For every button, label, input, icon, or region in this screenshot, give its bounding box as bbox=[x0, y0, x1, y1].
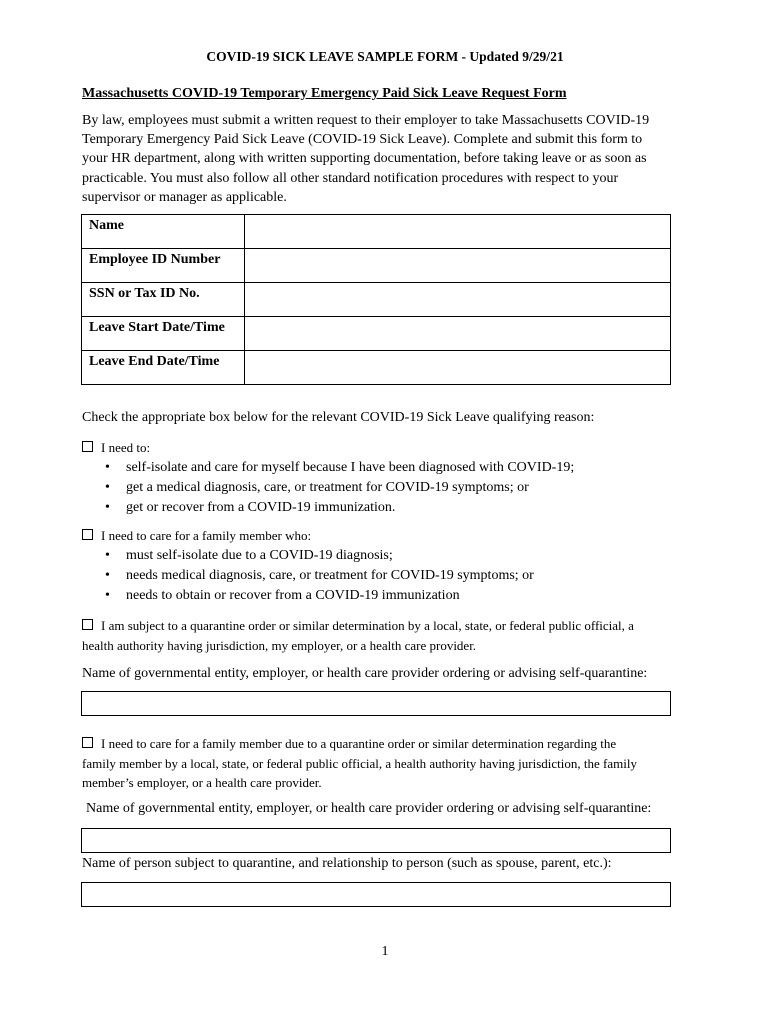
quarantine-self-field-label: Name of governmental entity, employer, or health care provider ordering or advising self-quarantine: bbox=[82, 666, 648, 681]
page-number: 1 bbox=[381, 944, 389, 959]
table-row bbox=[82, 249, 671, 283]
list-item: • needs to obtain or recover from a COVID-19 immunization bbox=[82, 586, 534, 606]
intro-line: Temporary Emergency Paid Sick Leave (COVID-19 Sick Leave). Complete and submit this form to bbox=[82, 132, 643, 148]
option-self-checkbox[interactable] bbox=[82, 441, 93, 452]
option-quarantine-family-line bbox=[82, 734, 682, 754]
intro-line: your HR department, along with written supporting documentation, before taking leave or as soon as bbox=[82, 151, 647, 167]
intro-paragraph bbox=[82, 111, 682, 207]
option-quarantine-self-checkbox[interactable] bbox=[82, 619, 93, 630]
ssn-field[interactable] bbox=[245, 283, 671, 317]
option-family-checkbox[interactable] bbox=[82, 529, 93, 540]
name-field[interactable] bbox=[245, 215, 671, 249]
option-quarantine-self-text: I am subject to a quarantine order or similar determination by a local, state, or federal public official, a bbox=[101, 618, 634, 633]
option-family-bullets bbox=[82, 546, 534, 605]
intro-line: By law, employees must submit a written request to their employer to take Massachusetts COVID-19 bbox=[82, 113, 650, 128]
option-quarantine-self-line2: health authority having jurisdiction, my employer, or a health care provider. bbox=[82, 637, 477, 653]
quarantine-family-authority-input[interactable] bbox=[81, 828, 671, 853]
option-family bbox=[82, 526, 311, 546]
leave-start-field[interactable] bbox=[245, 317, 671, 351]
intro-line: practicable. You must also follow all other standard notification procedures with respect to your bbox=[82, 170, 619, 186]
reason-instruction: Check the appropriate box below for the relevant COVID-19 Sick Leave qualifying reason: bbox=[82, 410, 595, 425]
list-item: • needs medical diagnosis, care, or treatment for COVID-19 symptoms; or bbox=[82, 566, 534, 586]
table-row bbox=[82, 215, 671, 249]
list-item: • get a medical diagnosis, care, or treatment for COVID-19 symptoms; or bbox=[82, 478, 574, 498]
option-family-label: I need to care for a family member who: bbox=[101, 528, 312, 543]
ssn-label: SSN or Tax ID No. bbox=[82, 283, 245, 317]
quarantine-self-authority-input[interactable] bbox=[81, 691, 671, 716]
option-quarantine-family-checkbox[interactable] bbox=[82, 737, 93, 748]
option-self bbox=[82, 438, 150, 458]
option-quarantine-family-line2: family member by a local, state, or federal public official, a health authority having jurisdiction, the family bbox=[82, 755, 637, 771]
quarantine-person-input[interactable] bbox=[81, 882, 671, 907]
form-title: Massachusetts COVID-19 Temporary Emergency Paid Sick Leave Request Form bbox=[82, 86, 567, 101]
name-label: Name bbox=[82, 215, 245, 249]
employee-id-field[interactable] bbox=[245, 249, 671, 283]
intro-line: supervisor or manager as applicable. bbox=[82, 189, 287, 205]
employee-info-table bbox=[81, 214, 671, 385]
option-quarantine-family-text: I need to care for a family member due to a quarantine order or similar determination regarding the bbox=[101, 736, 617, 751]
option-self-bullets bbox=[82, 458, 574, 517]
option-quarantine-family-line3: member’s employer, or a health care provider. bbox=[82, 775, 322, 790]
table-row bbox=[82, 283, 671, 317]
quarantine-person-field-label: Name of person subject to quarantine, and relationship to person (such as spouse, parent, etc.): bbox=[82, 856, 612, 871]
table-row bbox=[82, 317, 671, 351]
employee-id-label: Employee ID Number bbox=[82, 249, 245, 283]
list-item: • get or recover from a COVID-19 immunization. bbox=[82, 498, 574, 518]
option-quarantine-family bbox=[82, 734, 682, 793]
leave-end-label: Leave End Date/Time bbox=[82, 351, 245, 385]
quarantine-family-field-label: Name of governmental entity, employer, or health care provider ordering or advising self-quarantine: bbox=[86, 801, 652, 816]
leave-end-field[interactable] bbox=[245, 351, 671, 385]
list-item: • must self-isolate due to a COVID-19 diagnosis; bbox=[82, 546, 534, 566]
option-quarantine-self bbox=[82, 616, 682, 655]
leave-start-label: Leave Start Date/Time bbox=[82, 317, 245, 351]
option-self-label: I need to: bbox=[101, 440, 151, 455]
table-row bbox=[82, 351, 671, 385]
document-title: COVID-19 SICK LEAVE SAMPLE FORM - Updated 9/29/21 bbox=[206, 49, 564, 64]
list-item: • self-isolate and care for myself because I have been diagnosed with COVID-19; bbox=[82, 458, 574, 478]
option-quarantine-self-line bbox=[82, 616, 682, 636]
